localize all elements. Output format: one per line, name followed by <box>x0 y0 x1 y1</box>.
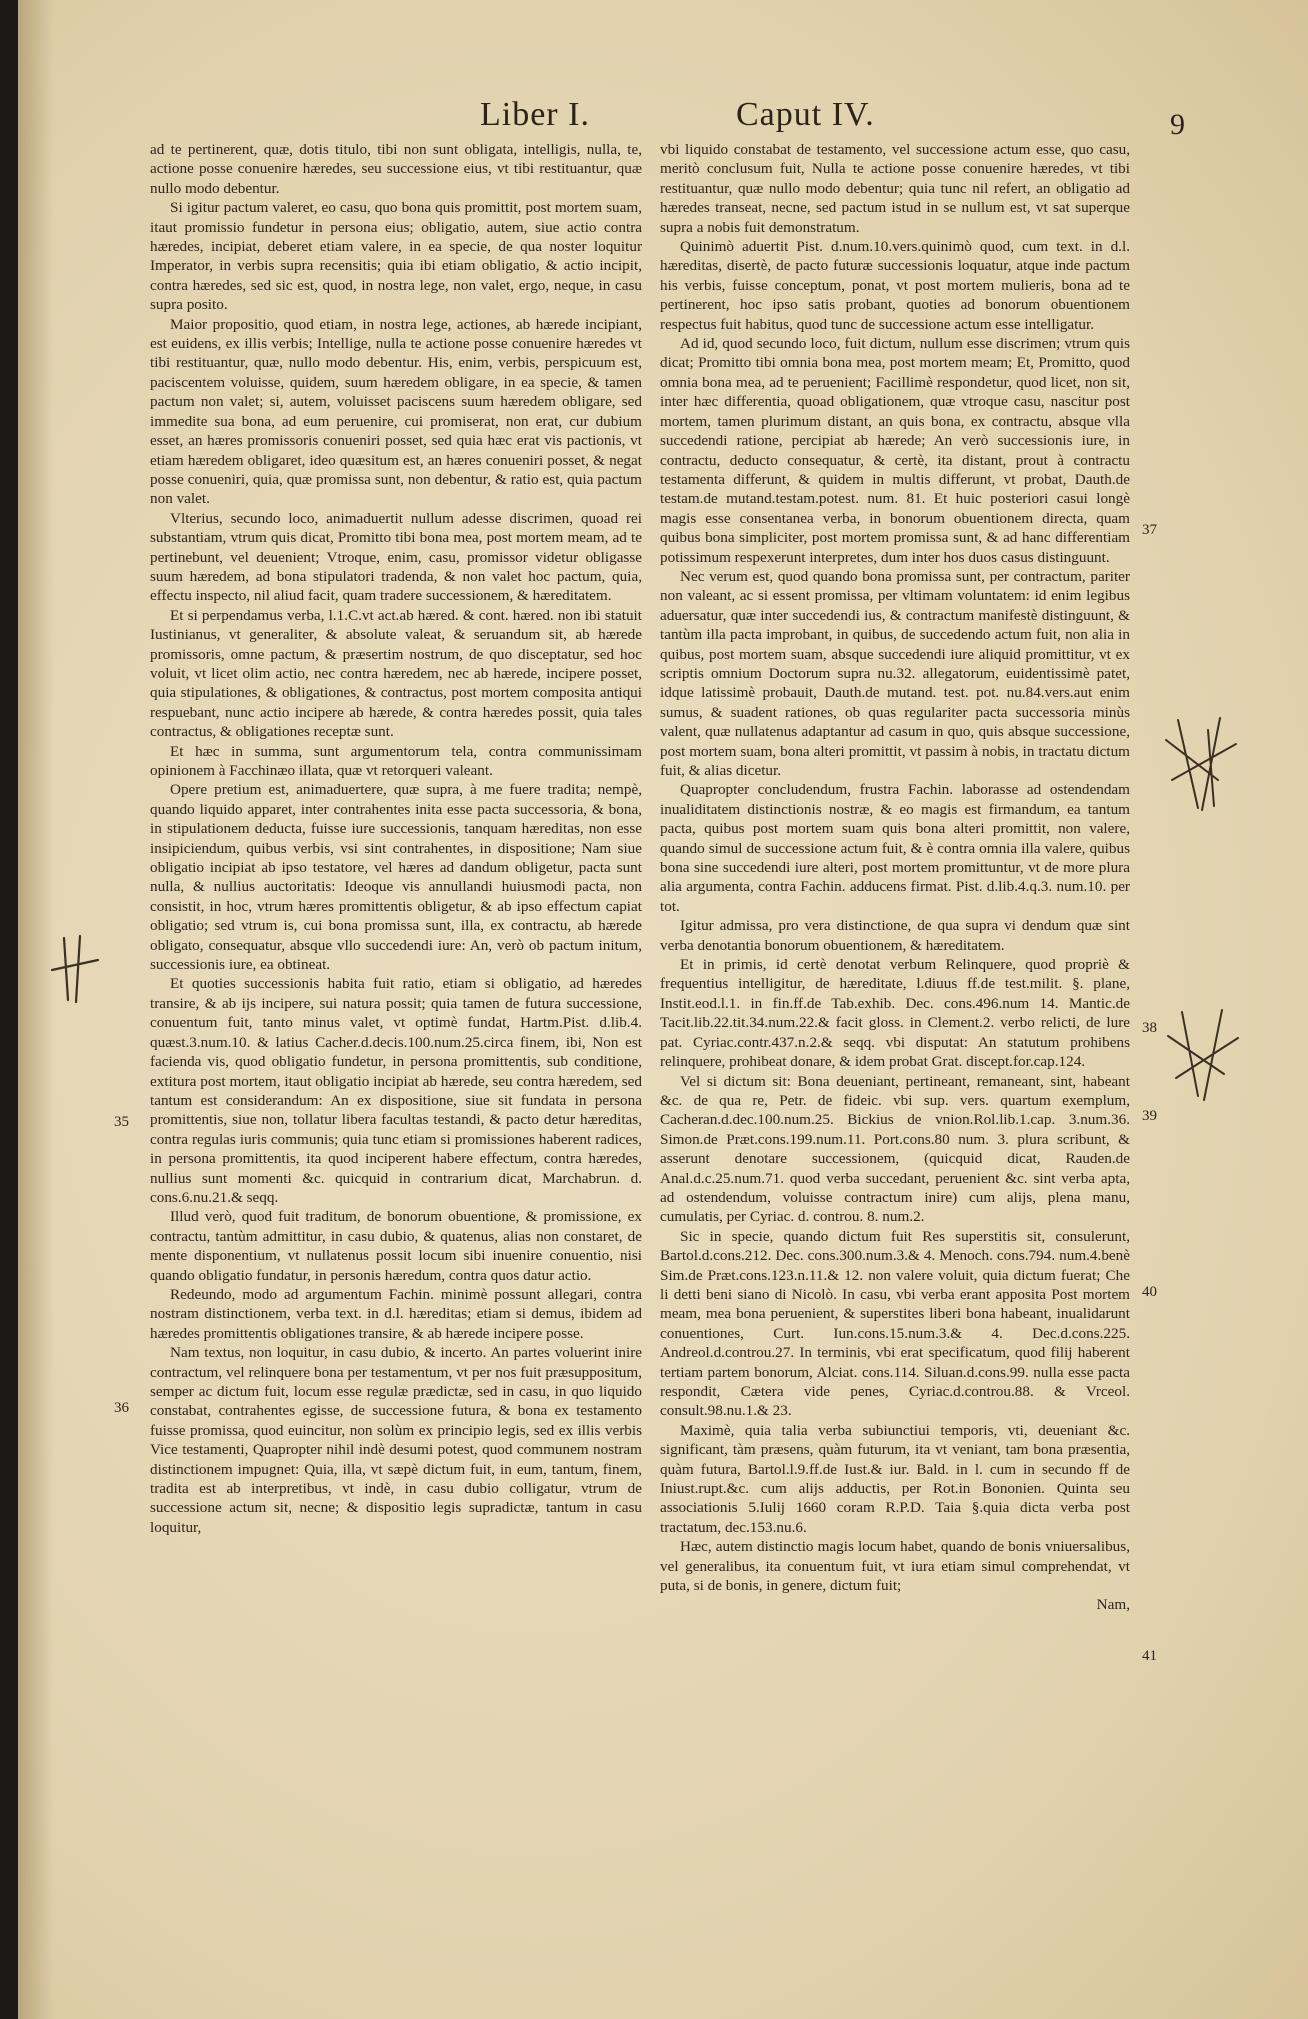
paragraph: Et si perpendamus verba, l.1.C.vt act.ab hæred. & cont. hæred. non ibi statuit Iustinianus, vt generaliter, & absolute valeat, & seruandum sit, ab hærede promissoris, omne pactum, & præsertim nostrum, de quo disceptatur, sed hoc voluit, vt licet olim actio, nec contra hæredem, nec ab hærede, incipere posset, quia stipulationes, & obligationes, & contractus, post mortem composita antiqui respuebant, nunc actio incipere ab hærede, & contra hæredes possit, quia tales contractus, & obligationes receptæ sunt. <box>150 606 642 741</box>
running-head-book: Liber I. <box>480 96 590 133</box>
margin-number: 41 <box>1142 1648 1157 1664</box>
paragraph: vbi liquido constabat de testamento, vel successione actum esse, quo casu, meritò conclusum fuit, Nulla te actione posse conuenire hæredes, vt tibi restituantur, quæ nullo modo debentur; quia tunc nil refert, an obligatio ad hæredes transeat, necne, sed pactum istud in se nullum est, vt sat superque supra a nobis fuit demonstratum. <box>660 141 1130 236</box>
paragraph: Nec verum est, quod quando bona promissa sunt, per contractum, pariter non valeant, ac si essent promissa, per vltimam voluntatem: id enim legibus aduersatur, quæ inter succedendi ius, & contractum manifestè distinguunt, & tantùm illa pacta improbant, in quibus, de succedendo actum fuit, non alia in quibus, post mortem suam, absque succedendi iure aliquid promittitur, vt ex scriptis omnium Doctorum supra nu.32. allegatorum, euidentissimè patet, idque latissimè probauit, Dauth.de mutand. test. pot. nu.84.vers.aut enim sumus, & suadent rationes, ob quas regulariter pacta successoria minùs valent, quæ nullatenus adaptantur ad casum in quo, quis absque successione, post mortem suam, bona alteri promittit, vt passim à nobis, in tractatu dictum fuit, & alias dicetur. <box>660 567 1130 779</box>
paragraph: Redeundo, modo ad argumentum Fachin. minimè possunt allegari, contra nostram distinctionem, verba text. in d.l. hæreditas; etiam si demus, ibidem ad hæredes promittentis obligationes transire, & ab hærede incipere posse. <box>150 1285 642 1342</box>
margin-number: 40 <box>1142 1284 1157 1300</box>
paragraph: Ad id, quod secundo loco, fuit dictum, nullum esse discrimen; vtrum quis dicat; Promitto tibi omnia bona mea, post mortem meam; Et, Promitto, quod omnia bona mea, ad te peruenient; Facillimè respondetur, quod licet, non sit, inter hæc differentia, quoad obligationem, quæ vtroque casu, nascitur post mortem, tamen plurimum distant, an quis bona, ex contractu, absque vlla succedendi ratione, percipiat ab hærede; An verò successionis iure, in contractu, deducto consequatur, & certè, ita distant, prout à contractu testamenta differunt, & quidem in multis differunt, vt probat, Dauth.de testam.de mutand.testam.potest. num. 81. Et huic posteriori casui longè magis esse consentanea verba, in bonorum obuentionem directa, quam quibus bona simpliciter, post mortem promissa sunt, & ad hanc differentiam potissimum respexerunt interpretes, dum inter hos duos casus distinguunt. <box>660 335 1130 566</box>
margin-number: 35 <box>114 1114 129 1130</box>
paragraph: Vel si dictum sit: Bona deueniant, pertineant, remaneant, sint, habeant &c. de qua re, Petr. de fideic. vbi sup. vers. quartum exemplum, Cacheran.d.dec.100.num.25. Bickius de vnion.Rol.lib.1.cap. 3.num.36. Simon.de Præt.cons.199.num.11. Port.cons.80 num. 3. plura scribunt, & asserunt denotare successionem, (quicquid dicat, Rauden.de Anal.d.c.25.num.71. quod verba succedant, peruenient &c. sint verba apta, ad ostendendum, voluisse contractum inire) cum alijs, plena manu, cumulatis, per Cyriac. d. controu. 8. num.2. <box>660 1072 1130 1226</box>
handwritten-mark-icon <box>1158 710 1248 820</box>
paragraph: Et quoties successionis habita fuit ratio, etiam si obligatio, ad hæredes transire, & ab ijs incipere, sui natura possit; quia tamen de futura successione, conuentum fuit, tanto minus valet, vt optimè fundat, Hartm.Pist. d.lib.4. quæst.3.num.10. & latius Cacher.d.decis.100.num.25.circa finem, ibi, Non est facienda vis, quod obligatio fundetur, in persona promittentis, sub conditione, extitura post mortem, itaut obligatio incipiat ab hærede, seu contra hæredem, sed tantum est considerandum: An ex dispositione, siue sit fundata in persona promittentis, siue non, tollatur libera facultas testandi, & pacto detur hæreditas, contra regulas iuris communis; quia tunc etiam si promissiones haberent radices, in persona promittentis, ita quod inciperent habere effectum, contra hæredes, nullius sunt momenti &c. quicquid in contrarium dicat, Marchabrun. d. cons.6.nu.21.& seqq. <box>150 975 642 1206</box>
paragraph: Sic in specie, quando dictum fuit Res superstitis sit, consulerunt, Bartol.d.cons.212. Dec. cons.300.num.3.& 4. Menoch. cons.794. num.4.benè Sim.de Præt.cons.123.n.11.& 12. non valere voluit, quia dictum fuerat; Che li detti beni siano di Nicolò. In casu, vbi verba erant apposita Post mortem meam, mea bona peruenient, & superstites liberi bona habeant, inualidarunt conuentiones, Curt. Iun.cons.15.num.3.& 4. Dec.d.cons.225. Andreol.d.controu.27. In terminis, vbi erat specificatum, quod filij haberent tertiam partem bonorum, Alciat. cons.114. Siluan.d.cons.99. nulla esse pacta respondit, Cætera vide penes, Cyriac.d.controu.88. & Vrceol. consult.98.nu.1.& 23. <box>660 1227 1130 1420</box>
paragraph: ad te pertinerent, quæ, dotis titulo, tibi non sunt obligata, intelligis, nulla, te, actione posse conuenire hæredes, seu successione eius, vt tibi restituantur, quæ nullo modo debentur. <box>150 141 642 197</box>
paragraph: Nam textus, non loquitur, in casu dubio, & incerto. An partes voluerint inire contractum, vel relinquere bona per testamentum, vt per nos fuit præsuppositum, semper ac dictum fuit, locum esse regulæ prædictæ, sed in casu, in quo liquido constabat, contrahentes egisse, de successione futura, & bona ex testamento fuisse promissa, quod euincitur, non solùm ex principio legis, sed ex illis verbis Vice testamenti, Quapropter nihil indè desumi potest, quod communem nostram distinctionem impugnet: Quia, illa, vt sæpè dictum fuit, in eum, tantum, finem, tradita est ab interpretibus, vt indè, in casu dubio colligatur, vtrum de successione actum sit, necne; & dispositio legis supradictæ, tantum in casu loquitur, <box>150 1344 642 1536</box>
paragraph: Vlterius, secundo loco, animaduertit nullum adesse discrimen, quoad rei substantiam, vtrum quis dicat, Promitto tibi bona mea, post mortem meam, ad te pertinebunt, vel deuenient; Vtroque, enim, casu, promissor videtur obligasse suum hæredem, ad bona stipulatori tradenda, & non valet hoc pactum, quia, effectu inspecto, nil aliud facit, quam tradere successionem, & hæreditatem. <box>150 509 642 605</box>
right-column <box>660 140 1130 1615</box>
paragraph: Et in primis, id certè denotat verbum Relinquere, quod propriè & frequentius intelligitur, de hæreditate, l.diuus ff.de test.milit. §. plane, Instit.eod.l.1. in fin.ff.de Tab.exhib. Dec. cons.496.num 14. Mantic.de Tacit.lib.22.tit.34.num.22.& facit gloss. in Clement.2. verbo relicti, de lure pat. Cyriac.contr.437.n.2.& seqq. vbi disputat: An statutum prohibens relinquere, prohibeat donare, & idem probat Grat. discept.for.cap.124. <box>660 956 1130 1071</box>
paragraph: Opere pretium est, animaduertere, quæ supra, à me fuere tradita; nempè, quando liquido apparet, inter contrahentes inita esse pacta successoria, & bona, in stipulationem deducta, fuisse iure successionis, tanquam hæreditas, non esse insipiciendum, quibus verbis, vsi sint contrahentes, in dispositione; Nam siue obligatio incipiat ab ipso testatore, vel hæres ad dandum obligetur, pacta sunt nulla, & nullius auctoritatis: Ideoque vis annullandi huiusmodi pacta, non consistit, in hoc, vtrum hæres promittentis obligetur, & ab ipso effectum capiat obligatio; sed vtrum is, cui bona promissa sunt, illa, ex contractu, ab hærede obligato, consequatur, absque vllo succedendi iure: An, verò ob pactum initum, successionis iure, ea obtineat. <box>150 781 642 974</box>
paragraph: Si igitur pactum valeret, eo casu, quo bona quis promittit, post mortem suam, itaut promissio fundetur in persona eius; obligatio, autem, siue actio contra hæredes, incipiat, deberet etiam valere, in ea specie, de qua noster loquitur Imperator, in verbis supra recensitis; quia ibi etiam obligatio, & actio incipit, contra hæredes, sed sic est, quod, in nostra lege, non valet, ergo, neque, in casu supra posito. <box>150 199 642 314</box>
left-column <box>150 140 642 1537</box>
running-head-chapter: Caput IV. <box>736 96 875 133</box>
handwritten-mark-icon <box>46 930 106 1010</box>
paragraph: Maior propositio, quod etiam, in nostra lege, actiones, ab hærede incipiant, est euidens, ex illis verbis; Intellige, nulla te actione posse conuenire hæredes vt tibi restituantur, quæ, nullo modo debentur. His, enim, verbis, perspicuum est, paciscentem voluisse, quidem, suum hæredem obligare, in ea specie, & tamen pactum non valet; si, autem, voluisset paciscens suum hæredem obligare, sed immedite sua bona, ad eum peruenire, cui promiserat, non erat, cur dubium esset, an hæres promissoris conueniri posset, sed quia hæc erat vis pactionis, vt etiam hæredem obligaret, ideo quæsitum est, an hæres conueniri posset, & negat posse conueniri, quia, quæ promissa sunt, non debentur, & ratio est, quia pactum non valet. <box>150 315 642 508</box>
margin-number: 37 <box>1142 522 1157 538</box>
margin-number: 36 <box>114 1400 129 1416</box>
handwritten-mark-icon <box>1158 1000 1248 1110</box>
running-head <box>18 96 1308 142</box>
paragraph: Hæc, autem distinctio magis locum habet, quando de bonis vniuersalibus, vel generalibus, ita conuentum fuit, vt iura etiam simul comprehendat, vt puta, si de bonis, in genere, dictum fuit; <box>660 1538 1130 1595</box>
paragraph: Illud verò, quod fuit traditum, de bonorum obuentione, & promissione, ex contractu, tantùm admittitur, in casu dubio, & quatenus, alias non constaret, de mente disponentium, vt nullatenus possit locum sibi inuenire conuentio, nisi quando obligatio fundatur, in personis hæredum, contra quos datur actio. <box>150 1208 642 1284</box>
paragraph: Quinimò aduertit Pist. d.num.10.vers.quinimò quod, cum text. in d.l. hæreditas, disertè, de pacto futuræ successionis loquatur, atque inde pactum his verbis, fuisse conceptum, ponat, vt post mortem mulieris, bona ad te pertinerent, hoc ipso satis probant, quoties ad bonorum obuentionem respectus fuit habitus, quod tunc de successione actum esse intelligatur. <box>660 238 1130 333</box>
paragraph: Et hæc in summa, sunt argumentorum tela, contra communissimam opinionem à Facchinæo illata, quæ vt retorqueri valeant. <box>150 742 642 779</box>
paragraph: Igitur admissa, pro vera distinctione, de qua supra vi dendum quæ sint verba denotantia bonorum obuentionem, & hæreditatem. <box>660 917 1130 954</box>
paragraph: Maximè, quia talia verba subiunctiui temporis, vti, deueniant &c. significant, tàm præsens, quàm futurum, ita vt veniant, tam bona præsentia, quàm futura, Bartol.l.9.ff.de Iust.& iur. Bald. in l. cum in secundo ff de Iniust.rupt.&c. cum alijs adductis, per Rot.in Bononien. Quinta seu associationis 5.Iulij 1660 coram R.P.D. Taia §.quia dicta verba post tractatum, dec.153.nu.6. <box>660 1421 1130 1536</box>
book-page <box>18 0 1308 2019</box>
paragraph: Quapropter concludendum, frustra Fachin. laborasse ad ostendendam inualiditatem distinctionis nostræ, & eo magis est firmandum, ea tantum pacta, quibus post mortem suam quis bona alteri promittit, non valere, quando simul de successione actum fuit, & è contra omnia illa valere, quibus bona sine succedendi iure alteri, post mortem promittuntur, vt de more plura alia argumenta, contra Fachin. adducens firmat. Pist. d.lib.4.q.3. num.10. per tot. <box>660 781 1130 915</box>
margin-number: 38 <box>1142 1020 1157 1036</box>
page-number: 9 <box>1170 108 1185 141</box>
catchword: Nam, <box>1096 1596 1130 1614</box>
margin-number: 39 <box>1142 1108 1157 1124</box>
